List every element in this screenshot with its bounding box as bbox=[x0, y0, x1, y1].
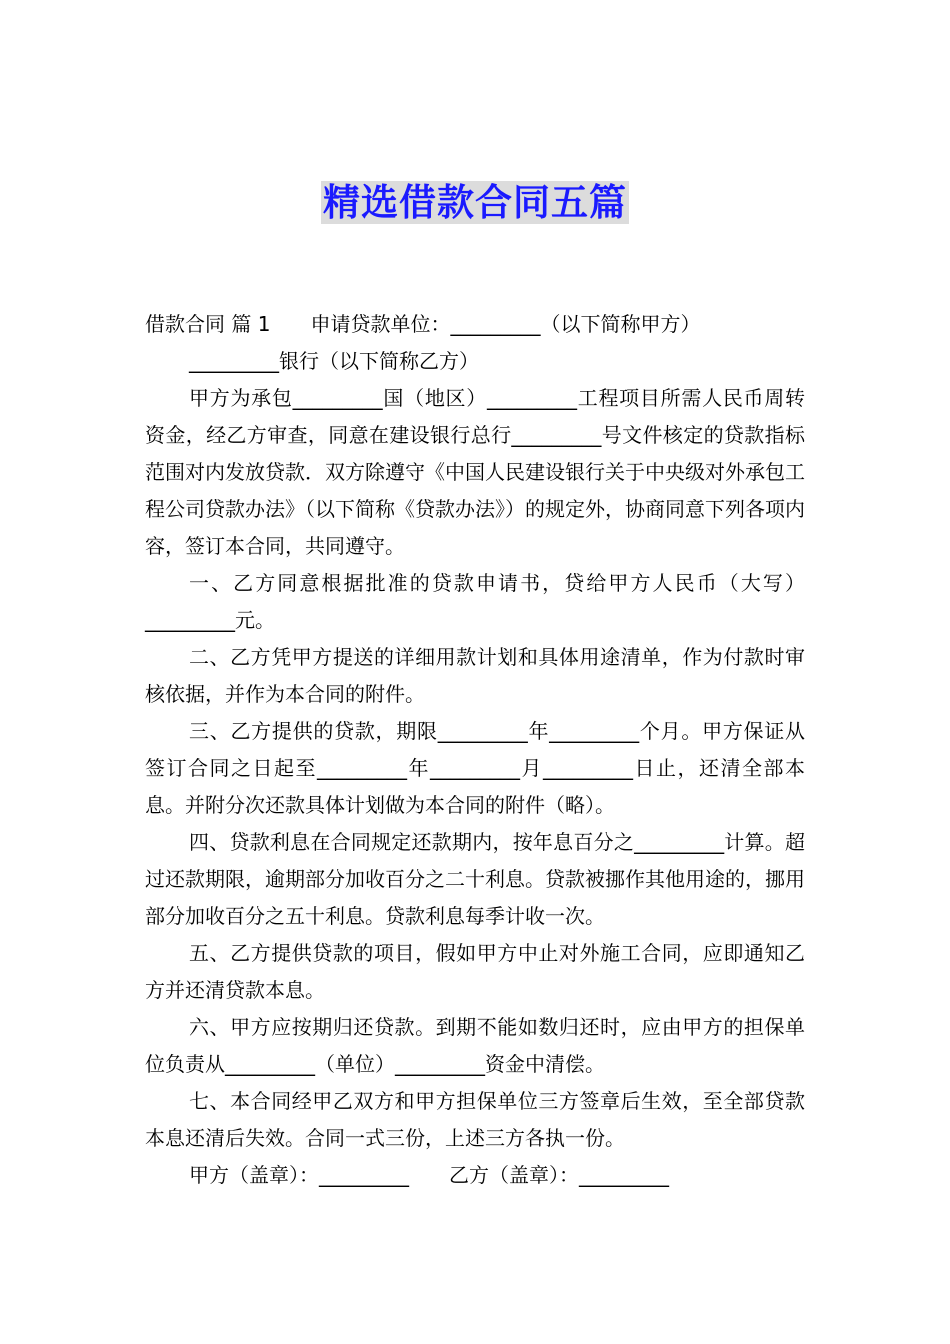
clause-1: 一、乙方同意根据批准的贷款申请书，贷给甲方人民币（大写）_________元。 bbox=[145, 571, 805, 632]
section-label: 借款合同 篇 1 bbox=[145, 312, 271, 336]
party-a-signature: 甲方（盖章）：_________ bbox=[189, 1163, 409, 1187]
clause-6: 六、甲方应按期归还贷款。到期不能如数归还时，应由甲方的担保单位负责从_________（单位）_________资金中清偿。 bbox=[145, 1015, 805, 1076]
contract-header-line bbox=[145, 306, 805, 343]
clause-2: 二、乙方凭甲方提送的详细用款计划和具体用途清单，作为付款时审核依据，并作为本合同的附件。 bbox=[145, 645, 805, 706]
party-b-signature: 乙方（盖章）：_________ bbox=[449, 1163, 669, 1187]
paragraph-intro: 甲方为承包_________国（地区）_________工程项目所需人民币周转资金，经乙方审查，同意在建设银行总行_________号文件核定的贷款指标范围对内发放贷款．双方除遵守《中国人民建设银行关于中央级对外承包工程公司贷款办法》（以下简称《贷款办法》）的规定外，协商同意下列各项内容，签订本合同，共同遵守。 bbox=[145, 386, 805, 558]
clause-5: 五、乙方提供贷款的项目，假如甲方中止对外施工合同，应即通知乙方并还清贷款本息。 bbox=[145, 941, 805, 1002]
document-title-text: 精选借款合同五篇 bbox=[323, 181, 627, 224]
clause-4: 四、贷款利息在合同规定还款期内，按年息百分之_________计算。超过还款期限，逾期部分加收百分之二十利息。贷款被挪作其他用途的，挪用部分加收百分之五十利息。贷款利息每季计收一次。 bbox=[145, 830, 805, 928]
signature-line bbox=[145, 1157, 805, 1194]
clause-7: 七、本合同经甲乙双方和甲方担保单位三方签章后生效，至全部贷款本息还清后失效。合同一式三份，上述三方各执一份。 bbox=[145, 1089, 805, 1150]
document-body bbox=[145, 306, 805, 1194]
clause-3: 三、乙方提供的贷款，期限_________年_________个月。甲方保证从签订合同之日起至_________年_________月_________日止，还清全部本息。并附分次还款具体计划做为本合同的附件（略）。 bbox=[145, 719, 805, 817]
applicant-line: 申请贷款单位：_________（以下简称甲方） bbox=[310, 312, 701, 336]
bank-line: _________银行（以下简称乙方） bbox=[189, 349, 479, 373]
document-title bbox=[0, 172, 950, 226]
